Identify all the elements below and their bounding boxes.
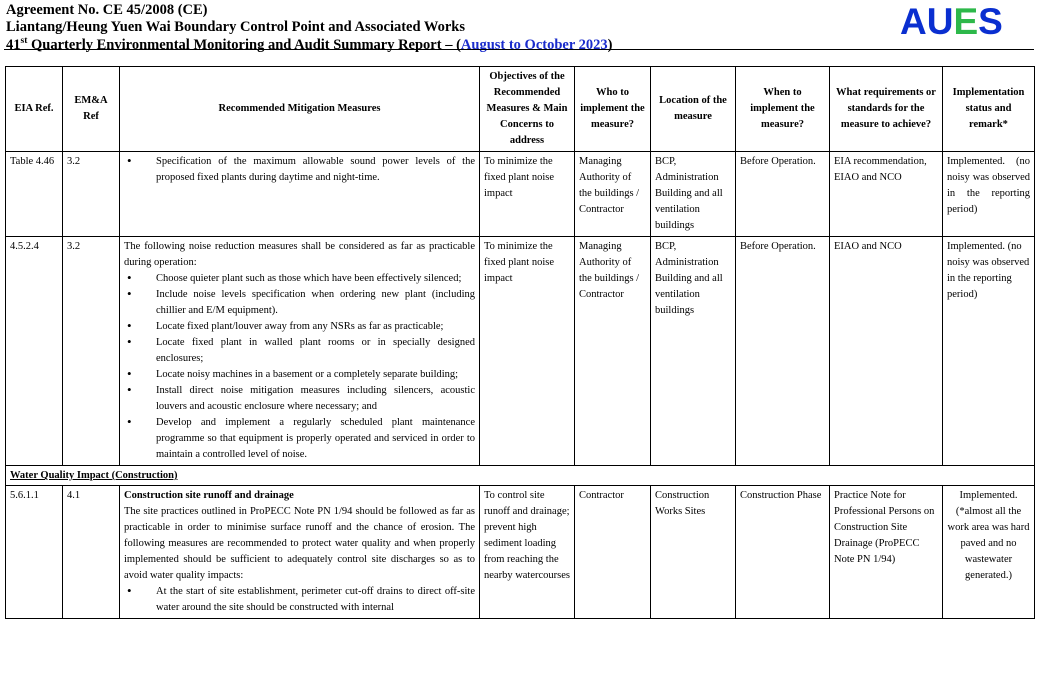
cell-eia-ref: 5.6.1.1 [6, 486, 63, 619]
cell-eia-ref: Table 4.46 [6, 152, 63, 237]
cell-when: Construction Phase [736, 486, 830, 619]
cell-location: BCP, Administration Building and all ventilation buildings [651, 152, 736, 237]
col-requirements: What requirements or standards for the measure to achieve? [830, 67, 943, 152]
cell-objective: To control site runoff and drainage; prevent high sediment loading from reaching the nearby watercourses [480, 486, 575, 619]
cell-when: Before Operation. [736, 152, 830, 237]
cell-objective: To minimize the fixed plant noise impact [480, 237, 575, 466]
table-header-row [6, 67, 1035, 152]
report-title-text: Quarterly Environmental Monitoring and Audit Summary Report – ( [27, 37, 461, 53]
cell-requirements: Practice Note for Professional Persons on Construction Site Drainage (ProPECC Note PN 1/94) [830, 486, 943, 619]
col-when: When to implement the measure? [736, 67, 830, 152]
section-title: Water Quality Impact (Construction) [6, 466, 1035, 486]
cell-requirements: EIA recommendation, EIAO and NCO [830, 152, 943, 237]
col-who: Who to implement the measure? [575, 67, 651, 152]
cell-who: Contractor [575, 486, 651, 619]
cell-ema-ref: 3.2 [63, 152, 120, 237]
cell-location: BCP, Administration Building and all ventilation buildings [651, 237, 736, 466]
aues-logo: AUES [900, 1, 1003, 42]
cell-location: Construction Works Sites [651, 486, 736, 619]
report-number-suffix: st [20, 36, 28, 47]
agreement-number: Agreement No. CE 45/2008 (CE) [6, 2, 208, 18]
cell-objective: To minimize the fixed plant noise impact [480, 152, 575, 237]
measure-bullet: • At the start of site establishment, perimeter cut-off drains to direct off-site water around the site should be constructed with internal [124, 584, 475, 616]
cell-when: Before Operation. [736, 237, 830, 466]
report-period: August to October 2023 [460, 37, 608, 53]
cell-who: Managing Authority of the buildings / Contractor [575, 237, 651, 466]
mitigation-measures-table [5, 66, 1035, 619]
col-eia-ref: EIA Ref. [6, 67, 63, 152]
cell-requirements: EIAO and NCO [830, 237, 943, 466]
measure-subheading: Construction site runoff and drainage [124, 490, 294, 501]
cell-status: Implemented. (no noisy was observed in the reporting period) [943, 237, 1035, 466]
measure-bullet: • Locate noisy machines in a basement or a completely separate building; [124, 367, 475, 383]
report-number: 41 [6, 37, 21, 53]
cell-who: Managing Authority of the buildings / Contractor [575, 152, 651, 237]
cell-ema-ref: 3.2 [63, 237, 120, 466]
header-divider [4, 49, 1034, 50]
cell-measures [120, 486, 480, 619]
col-ema-ref: EM&A Ref [63, 67, 120, 152]
col-status: Implementation status and remark* [943, 67, 1035, 152]
col-measures: Recommended Mitigation Measures [120, 67, 480, 152]
measure-bullet: • Locate fixed plant in walled plant rooms or in specially designed enclosures; [124, 335, 475, 367]
measure-bullet: • Develop and implement a regularly scheduled plant maintenance programme so that equipment is properly operated and serviced in order to maintain a controlled level of noise. [124, 415, 475, 463]
measure-bullet: • Locate fixed plant/louver away from any NSRs as far as practicable; [124, 319, 475, 335]
measure-text: The site practices outlined in ProPECC Note PN 1/94 should be followed as far as practicable in order to minimise surface runoff and the chance of erosion. The following measures are recommended to protect water quality and when properly implemented should be sufficient to adequately control site discharges so as to avoid water quality impacts: [124, 506, 475, 581]
section-row [6, 466, 1035, 486]
cell-status: Implemented. (*almost all the work area was hard paved and no wastewater generated.) [943, 486, 1035, 619]
table-row [6, 486, 1035, 619]
measure-intro: The following noise reduction measures shall be considered as far as practicable during operation: [124, 241, 475, 268]
measure-bullet: • Include noise levels specification when ordering new plant (including chillier and E/M equipment). [124, 287, 475, 319]
table-row [6, 237, 1035, 466]
cell-eia-ref: 4.5.2.4 [6, 237, 63, 466]
col-location: Location of the measure [651, 67, 736, 152]
report-title [6, 36, 896, 54]
cell-ema-ref: 4.1 [63, 486, 120, 619]
report-title-closing: ) [607, 37, 613, 53]
measure-bullet: • Install direct noise mitigation measures including silencers, acoustic louvers and acoustic enclosure where necessary; and [124, 383, 475, 415]
cell-measures [120, 237, 480, 466]
project-title: Liantang/Heung Yuen Wai Boundary Control Point and Associated Works [6, 19, 466, 35]
measure-bullet: • Specification of the maximum allowable sound power levels of the proposed fixed plants during daytime and night-time. [124, 154, 475, 186]
col-objectives: Objectives of the Recommended Measures & Main Concerns to address [480, 67, 575, 152]
measure-bullet: • Choose quieter plant such as those which have been effectively silenced; [124, 271, 475, 287]
table-row [6, 152, 1035, 237]
cell-status: Implemented. (no noisy was observed in the reporting period) [943, 152, 1035, 237]
cell-measures [120, 152, 480, 237]
report-header [6, 2, 896, 54]
